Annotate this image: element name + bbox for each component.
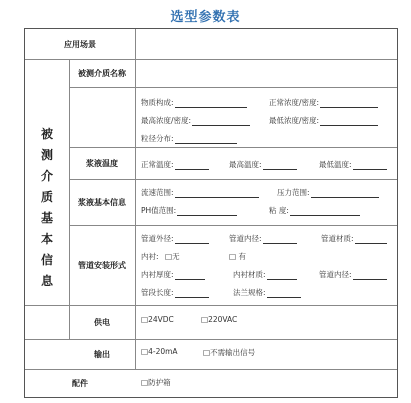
scene-label: 应用场景 (64, 39, 96, 49)
output-label: 输出 (94, 349, 110, 359)
min-density-field[interactable] (269, 115, 378, 126)
flow-range-label: 流速范围: (141, 188, 174, 197)
pipe-form-label: 管道安装形式 (78, 260, 126, 270)
side-char: 质 (40, 190, 53, 204)
normal-density-field[interactable] (269, 97, 378, 108)
lining-material-label: 内衬材质: (233, 270, 266, 279)
max-density-field[interactable] (141, 115, 250, 126)
slurry-info-label: 浆液基本信息 (78, 197, 126, 207)
side-char: 信 (40, 253, 53, 267)
segment-length-field[interactable] (141, 287, 209, 298)
pressure-range-label: 压力范围: (277, 188, 310, 197)
min-density-label: 最低浓度/密度: (269, 116, 320, 125)
power-220vac-checkbox[interactable]: □220VAC (201, 315, 238, 324)
pressure-range-field[interactable] (277, 187, 379, 198)
ph-range-field[interactable] (141, 205, 237, 216)
side-char: 介 (40, 169, 53, 183)
side-char: 基 (40, 211, 53, 225)
normal-density-label: 正常浓度/密度: (269, 98, 320, 107)
flange-spec-label: 法兰规格: (233, 288, 266, 297)
accessory-label: 配件 (72, 378, 88, 388)
outer-diameter-label: 管道外径: (141, 234, 174, 243)
particle-label: 粒径分布: (141, 134, 174, 143)
inner-diameter-field[interactable] (229, 233, 297, 244)
composition-label: 物质构成: (141, 98, 174, 107)
ph-range-label: PH值范围: (141, 206, 177, 215)
pipe-inner-diameter2-label: 管道内径: (319, 270, 352, 279)
power-label: 供电 (94, 317, 110, 327)
column-divider (135, 29, 136, 369)
max-temp-field[interactable] (229, 159, 297, 170)
lining-thickness-field[interactable] (141, 269, 205, 280)
pipe-material-field[interactable] (321, 233, 387, 244)
selection-form (24, 28, 398, 398)
side-label (25, 124, 69, 292)
flow-range-field[interactable] (141, 187, 259, 198)
segment-length-label: 管段长度: (141, 288, 174, 297)
viscosity-field[interactable] (269, 205, 360, 216)
flange-spec-field[interactable] (233, 287, 301, 298)
composition-field[interactable] (141, 97, 247, 108)
inner-diameter-label: 管道内径: (229, 234, 262, 243)
lining-thickness-label: 内衬厚度: (141, 270, 174, 279)
pipe-material-label: 管道材质: (321, 234, 354, 243)
output-none-checkbox[interactable]: □不需输出信号 (203, 348, 256, 357)
side-char: 本 (40, 232, 53, 246)
slurry-temp-label: 浆液温度 (86, 158, 118, 168)
lining-yes-checkbox[interactable]: □ 有 (229, 252, 246, 261)
max-temp-label: 最高温度: (229, 160, 262, 169)
medium-name-label: 被测介质名称 (78, 68, 126, 78)
min-temp-field[interactable] (319, 159, 387, 170)
output-4-20ma-checkbox[interactable]: □4-20mA (141, 347, 178, 356)
lining-material-field[interactable] (233, 269, 297, 280)
lining-none-checkbox[interactable]: □无 (165, 252, 180, 261)
side-char: 测 (40, 148, 53, 162)
page-title: 选型参数表 (170, 10, 241, 25)
lining-field (141, 251, 159, 262)
scene-input[interactable] (136, 29, 397, 59)
lining-label: 内衬: (141, 252, 159, 261)
min-temp-label: 最低温度: (319, 160, 352, 169)
accessory-box-checkbox[interactable]: □防护箱 (141, 378, 171, 387)
particle-field[interactable] (141, 133, 237, 144)
side-char: 息 (40, 274, 53, 288)
max-density-label: 最高浓度/密度: (141, 116, 192, 125)
normal-temp-field[interactable] (141, 159, 209, 170)
power-24vdc-checkbox[interactable]: □24VDC (141, 315, 174, 324)
side-char: 被 (40, 127, 53, 141)
pipe-inner-diameter2-field[interactable] (319, 269, 387, 280)
outer-diameter-field[interactable] (141, 233, 209, 244)
viscosity-label: 粘 度: (269, 206, 289, 215)
row-divider (69, 87, 397, 88)
normal-temp-label: 正常温度: (141, 160, 174, 169)
